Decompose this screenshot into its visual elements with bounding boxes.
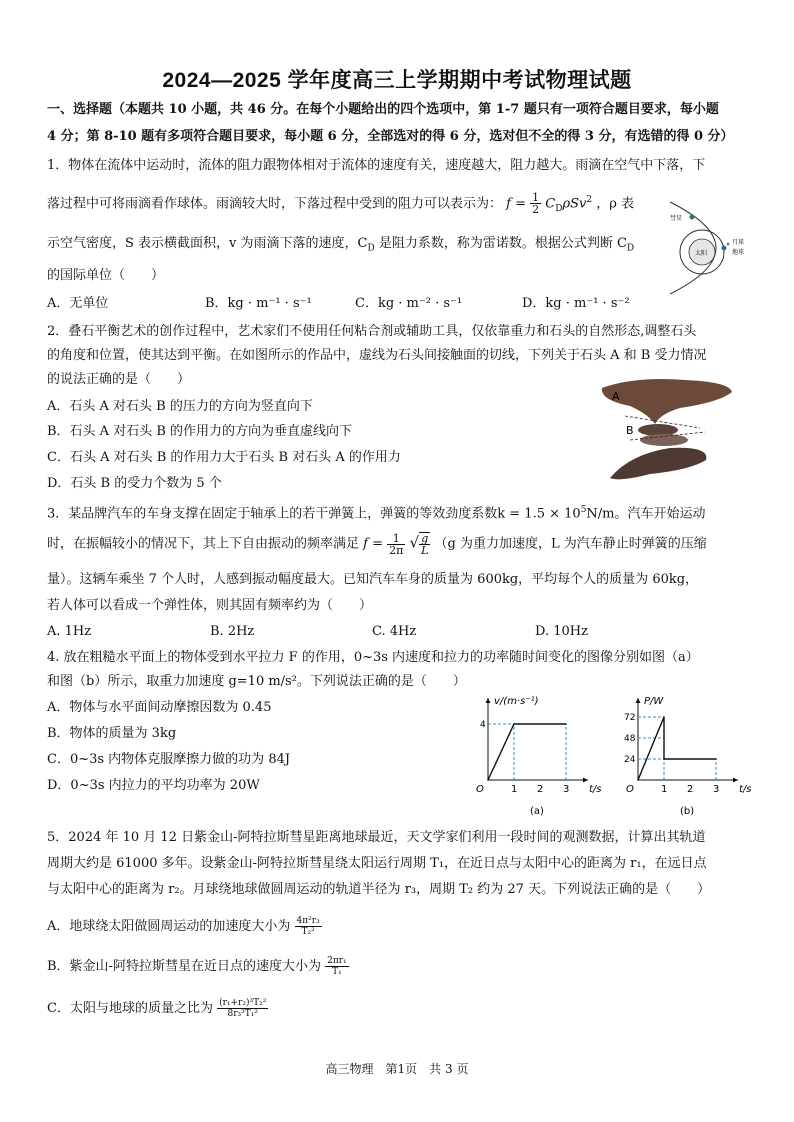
y-axis-label: P/W bbox=[644, 696, 664, 707]
q2-option-d: D．石头 B 的受力个数为 5 个 bbox=[47, 476, 222, 491]
q2-line1: 2．叠石平衡艺术的创作过程中，艺术家们不使用任何粘合剂或辅助工具，仅依靠重力和石头的自然形态,调整石头 bbox=[47, 324, 697, 339]
q3-option-c: C. 4Hz bbox=[372, 624, 417, 639]
chart-caption: (b) bbox=[680, 806, 695, 817]
comet-label: 彗星 bbox=[670, 215, 683, 222]
origin-label: O bbox=[476, 784, 484, 795]
q4-option-c: C．0~3s 内物体克服摩擦力做的功为 84J bbox=[47, 752, 291, 767]
data-point-0 bbox=[637, 779, 639, 781]
q3-line4: 若人体可以看成一个弹性体，则其固有频率约为（ ） bbox=[47, 598, 373, 613]
q1-line2: 落过程中可将雨滴看作球体。雨滴较大时，下落过程中受到的阻力可以表示为： f = $\frac{1}{2}$ $C_D\rho Sv^2$ ，ρ 表 bbox=[47, 191, 635, 217]
q3-option-a: A. 1Hz bbox=[47, 624, 92, 639]
q5-option-b: B．紫金山-阿特拉斯彗星在近日点的速度大小为 $\frac{\text{2πr₁}}{\text{T₁}}$ bbox=[47, 956, 347, 977]
q4-option-a: A．物体与水平面间动摩擦因数为 0.45 bbox=[47, 700, 272, 715]
q5-line1: 5．2024 年 10 月 12 日紫金山-阿特拉斯彗星距离地球最近，天文学家们利用一段时间的观测数据，计算出其轨道 bbox=[47, 830, 706, 845]
data-point-3 bbox=[715, 758, 717, 760]
q2-option-a: A．石头 A 对石头 B 的压力的方向为竖直向下 bbox=[47, 399, 313, 414]
q5-option-a: A．地球绕太阳做圆周运动的加速度大小为 $\frac{\text{4π²r₃}}{\text{T₂²}}$ bbox=[47, 916, 320, 937]
y-tick-label-48: 48 bbox=[624, 734, 636, 744]
x-tick-label-3: 3 bbox=[713, 784, 720, 795]
q5-option-c: C．太阳与地球的质量之比为 $\frac{\text{(r₁+r₂)³T₂²}}{\text{8r₃³T₁²}}$ bbox=[47, 998, 267, 1019]
section-instructions-line1: 一、选择题（本题共 10 小题，共 46 分。在每个小题给出的四个选项中，第 1-7 题只有一项符合题目要求，每小题 bbox=[47, 102, 719, 117]
stone-middle bbox=[640, 434, 688, 446]
q2-line2: 的角度和位置，使其达到平衡。在如图所示的作品中，虚线为石头间接触面的切线，下列关于石头 A 和 B 受力情况 bbox=[47, 348, 707, 363]
q1-option-c: C．kg · m⁻² · s⁻¹ bbox=[355, 296, 463, 311]
x-tick-label-3: 3 bbox=[563, 784, 570, 795]
q1-line3: 示空气密度，S 表示横截面积，v 为雨滴下落的速度，$C_D$ 是阻力系数，称为雷诺数。根据公式判断 $C_D$ bbox=[47, 236, 635, 254]
q3-option-b: B. 2Hz bbox=[210, 624, 255, 639]
x-tick-label-1: 1 bbox=[661, 784, 668, 795]
q4-option-d: D．0~3s 内拉力的平均功率为 20W bbox=[47, 778, 260, 793]
q5-line3: 与太阳中心的距离为 r₂。月球绕地球做圆周运动的轨道半径为 r₃，周期 T₂ 约为 27 天。下列说法正确的是（ ） bbox=[47, 882, 711, 897]
chart-caption: (a) bbox=[530, 806, 544, 817]
q2-stone-figure bbox=[590, 374, 740, 489]
x-axis-label: t/s bbox=[739, 784, 752, 795]
q5-line2: 周期大约是 61000 多年。设紫金山-阿特拉斯彗星绕太阳运行周期 T₁，在近日点与太阳中心的距离为 r₁，在远日点 bbox=[47, 856, 707, 871]
earth-label: 地球 bbox=[732, 249, 745, 256]
stone-a bbox=[602, 379, 732, 424]
q4-chart-a bbox=[470, 690, 610, 820]
q1-line1: 1．物体在流体中运动时，流体的阻力跟物体相对于流体的速度有关，速度越大，阻力越大。雨滴在空气中下落，下 bbox=[47, 158, 706, 173]
q5-b-fraction: $\frac{\text{2πr₁}}{\text{T₁}}$ bbox=[327, 956, 347, 977]
q1-formula-fraction: $\frac{1}{2}$ bbox=[532, 191, 540, 217]
q2-option-c: C．石头 A 对石头 B 的作用力大于石头 B 对石头 A 的作用力 bbox=[47, 450, 401, 465]
y-tick-label-4: 4 bbox=[480, 720, 486, 730]
label-b: B bbox=[626, 424, 634, 437]
q3-line2: 时，在振幅较小的情况下，其上下自由振动的频率满足 f = $\frac{1}{2\pi}$ √ $\frac{g}{L}$ （g 为重力加速度，L 为汽车静止时弹簧的压缩 bbox=[47, 531, 707, 557]
earth-icon bbox=[722, 246, 727, 251]
q2-option-b: B．石头 A 对石头 B 的作用力的方向为垂直虚线向下 bbox=[47, 424, 353, 439]
x-tick-label-2: 2 bbox=[687, 784, 694, 795]
q4-line2: 和图（b）所示，取重力加速度 g=10 m/s²。下列说法正确的是（ ） bbox=[47, 674, 466, 689]
stone-base bbox=[610, 448, 706, 480]
q5-a-fraction: $\frac{\text{4π²r₃}}{\text{T₂²}}$ bbox=[296, 916, 320, 937]
y-tick-label-24: 24 bbox=[624, 755, 636, 765]
data-point-2 bbox=[663, 758, 665, 760]
comet-icon bbox=[690, 215, 695, 220]
y-tick-label-72: 72 bbox=[624, 713, 636, 723]
x-tick-label-2: 2 bbox=[537, 784, 544, 795]
q3-option-d: D. 10Hz bbox=[535, 624, 588, 639]
x-axis-arrow bbox=[733, 778, 738, 783]
y-axis-label: v/(m·s⁻¹) bbox=[494, 696, 539, 707]
y-axis-arrow bbox=[486, 698, 491, 703]
q1-option-d: D．kg · m⁻¹ · s⁻² bbox=[522, 296, 630, 311]
q5-c-fraction: $\frac{\text{(r₁+r₂)³T₂²}}{\text{8r₃³T₁²}}$ bbox=[219, 998, 267, 1019]
sun-label: 太阳 bbox=[695, 250, 708, 257]
page-title: 2024—2025 学年度高三上学期期中考试物理试题 bbox=[162, 69, 632, 92]
data-point-0 bbox=[487, 779, 489, 781]
q4-line1: 4. 放在粗糙水平面上的物体受到水平拉力 F 的作用，0~3s 内速度和拉力的功率随时间变化的图像分别如图（a） bbox=[47, 650, 699, 665]
series-line bbox=[488, 724, 566, 780]
q3-line1: 3．某品牌汽车的车身支撑在固定于轴承上的若干弹簧上，弹簧的等效劲度系数$k = 1.5 \times 10^5N/m$。汽车开始运动 bbox=[47, 505, 706, 522]
q3-line3: 量）。这辆车乘坐 7 个人时，人感到振动幅度最大。已知汽车车身的质量为 600kg，平均每个人的质量为 60kg， bbox=[47, 572, 699, 587]
data-point-1 bbox=[513, 723, 515, 725]
q1-option-b: B．kg · m⁻¹ · s⁻¹ bbox=[205, 296, 312, 311]
moon-icon bbox=[727, 243, 730, 246]
q1-option-a: A．无单位 bbox=[47, 296, 109, 311]
x-axis-label: t/s bbox=[589, 784, 602, 795]
x-tick-label-1: 1 bbox=[511, 784, 518, 795]
series-line bbox=[638, 717, 716, 780]
page-footer: 高三物理 第1页 共 3 页 bbox=[325, 1062, 469, 1076]
q3-formula-fraction: $\frac{1}{2\pi}$ bbox=[389, 531, 404, 557]
q4-chart-b bbox=[620, 690, 760, 820]
y-axis-arrow bbox=[636, 698, 641, 703]
q4-option-b: B．物体的质量为 3kg bbox=[47, 726, 177, 741]
section-instructions-line2: 4 分；第 8-10 题有多项符合题目要求，每小题 6 分，全部选对的得 6 分，选对但不全的得 3 分，有选错的得 0 分） bbox=[47, 129, 734, 144]
data-point-1 bbox=[663, 716, 665, 718]
q3-formula-sqrt: $\frac{g}{L}$ bbox=[421, 532, 429, 557]
x-axis-arrow bbox=[583, 778, 588, 783]
data-point-2 bbox=[565, 723, 567, 725]
q2-line3: 的说法正确的是（ ） bbox=[47, 372, 191, 387]
moon-label: 月球 bbox=[732, 239, 745, 246]
origin-label: O bbox=[626, 784, 634, 795]
q1-orbit-figure bbox=[662, 198, 762, 298]
label-a: A bbox=[612, 390, 620, 403]
q1-line4: 的国际单位（ ） bbox=[47, 268, 165, 283]
